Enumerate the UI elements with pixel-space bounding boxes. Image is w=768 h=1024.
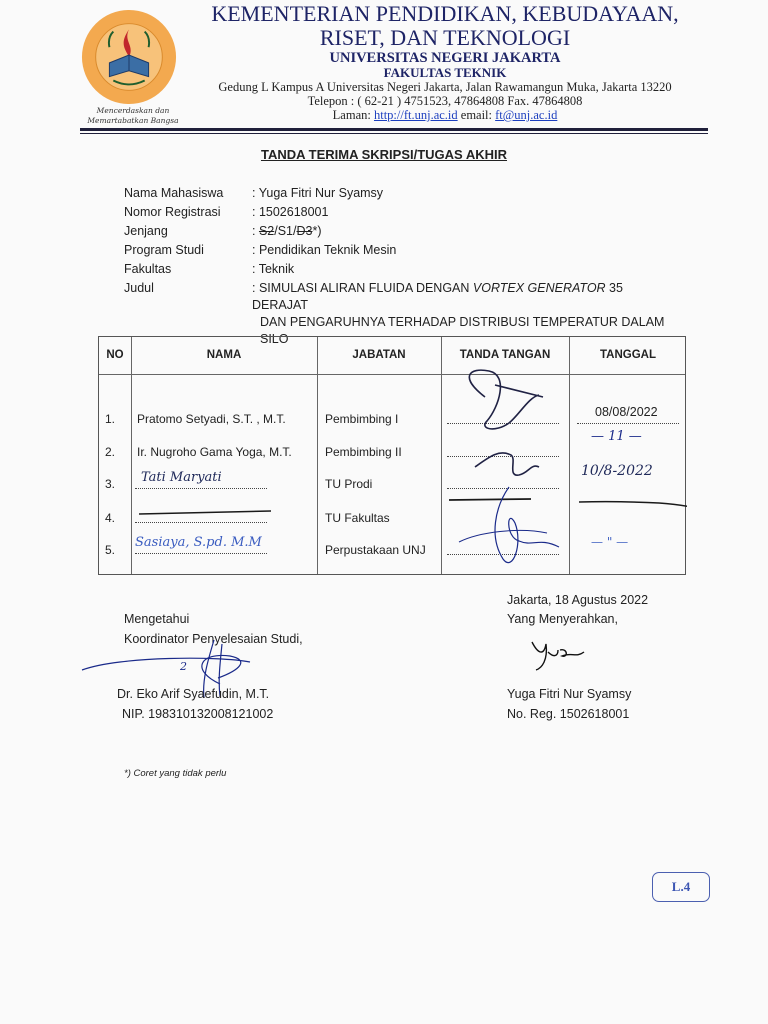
header-nama: NAMA xyxy=(206,349,242,361)
place-date: Jakarta, 18 Agustus 2022 xyxy=(507,593,649,607)
table-signatures xyxy=(99,337,687,576)
row-jabatan: Perpustakaan UNJ xyxy=(325,543,426,557)
website-link[interactable]: http://ft.unj.ac.id xyxy=(373,108,458,122)
row-no: 2. xyxy=(105,445,116,459)
phone: Telepon : ( 62-21 ) 4751523, 47864808 Fax. 47864808 xyxy=(307,94,583,108)
row-no: 1. xyxy=(105,412,116,426)
university-name: UNIVERSITAS NEGERI JAKARTA xyxy=(329,50,561,66)
student-signature xyxy=(528,634,598,674)
letterhead-rule-thin xyxy=(80,133,708,134)
faculty-name: FAKULTAS TEKNIK xyxy=(383,65,507,80)
row-nama: Sasiaya, S.pd. M.M xyxy=(135,535,262,550)
left-heading-1: Mengetahui xyxy=(124,612,190,626)
row-no: 4. xyxy=(105,511,116,525)
letterhead-rule xyxy=(80,128,708,131)
info-row: Nama Mahasiswa : Yuga Fitri Nur Syamsy xyxy=(124,186,384,200)
info-row-judul: Judul : SIMULASI ALIRAN FLUIDA DENGAN VORTEX GENERATOR 35 DERAJAT DAN PENGARUHNYA TERHADAP DISTRIBUSI TEMPERATUR DALAM SILO xyxy=(124,281,665,346)
row-tanggal: — " — xyxy=(591,535,629,549)
ministry-line-1: KEMENTERIAN PENDIDIKAN, KEBUDAYAAN, xyxy=(211,1,679,26)
header-ttd: TANDA TANGAN xyxy=(459,349,551,361)
row-nama: Ir. Nugroho Gama Yoga, M.T. xyxy=(137,445,292,459)
document-title: TANDA TERIMA SKRIPSI/TUGAS AKHIR xyxy=(260,147,508,162)
email-link[interactable]: ft@unj.ac.id xyxy=(495,108,558,122)
letterhead xyxy=(180,2,710,122)
header-tanggal: TANGGAL xyxy=(599,349,656,361)
header-no: NO xyxy=(106,349,124,361)
row-jabatan: TU Prodi xyxy=(325,477,373,491)
info-row-jenjang: Jenjang : S2/S1/D3*) xyxy=(124,224,322,238)
row-tanggal: 10/8-2022 xyxy=(581,463,653,479)
coordinator-nip: NIP. 198310132008121002 xyxy=(122,707,274,721)
right-heading: Yang Menyerahkan, xyxy=(507,612,618,626)
motto: Mencerdaskan dan Memartabatkan Bangsa xyxy=(87,106,179,125)
row-no: 3. xyxy=(105,477,116,491)
info-row: Fakultas : Teknik xyxy=(124,262,295,276)
row-nama: Pratomo Setyadi, S.T. , M.T. xyxy=(137,412,286,426)
row-jabatan: TU Fakultas xyxy=(325,511,390,525)
page-label-stamp: L.4 xyxy=(652,872,710,902)
student-name: Yuga Fitri Nur Syamsy xyxy=(507,687,632,701)
ministry-line-2: RISET, DAN TEKNOLOGI xyxy=(319,25,571,50)
info-row-prodi: Program Studi : Pendidikan Teknik Mesin xyxy=(124,243,397,257)
left-heading-2: Koordinator Penyelesaian Studi, xyxy=(124,632,303,646)
row-nama: Tati Maryati xyxy=(141,470,222,485)
signature-table xyxy=(98,336,686,575)
student-reg: No. Reg. 1502618001 xyxy=(507,707,630,721)
web-email-line: Laman: http://ft.unj.ac.id email: ft@unj.ac.id xyxy=(332,108,558,122)
info-row: Nomor Registrasi : 1502618001 xyxy=(124,205,329,219)
row-no: 5. xyxy=(105,543,116,557)
address: Gedung L Kampus A Universitas Negeri Jakarta, Jalan Rawamangun Muka, Jakarta 13220 xyxy=(218,80,672,94)
footnote: *) Coret yang tidak perlu xyxy=(124,768,227,779)
row-tanggal: — 11 — xyxy=(591,429,642,444)
svg-text:2: 2 xyxy=(180,660,187,673)
university-logo xyxy=(80,8,178,106)
row-tanggal: 08/08/2022 xyxy=(595,405,658,419)
coordinator-name: Dr. Eko Arif Syaefudin, M.T. xyxy=(117,687,270,701)
student-info xyxy=(124,184,682,346)
row-jabatan: Pembimbing I xyxy=(325,412,399,426)
row-jabatan: Pembimbing II xyxy=(325,445,402,459)
header-jabatan: JABATAN xyxy=(352,349,406,361)
